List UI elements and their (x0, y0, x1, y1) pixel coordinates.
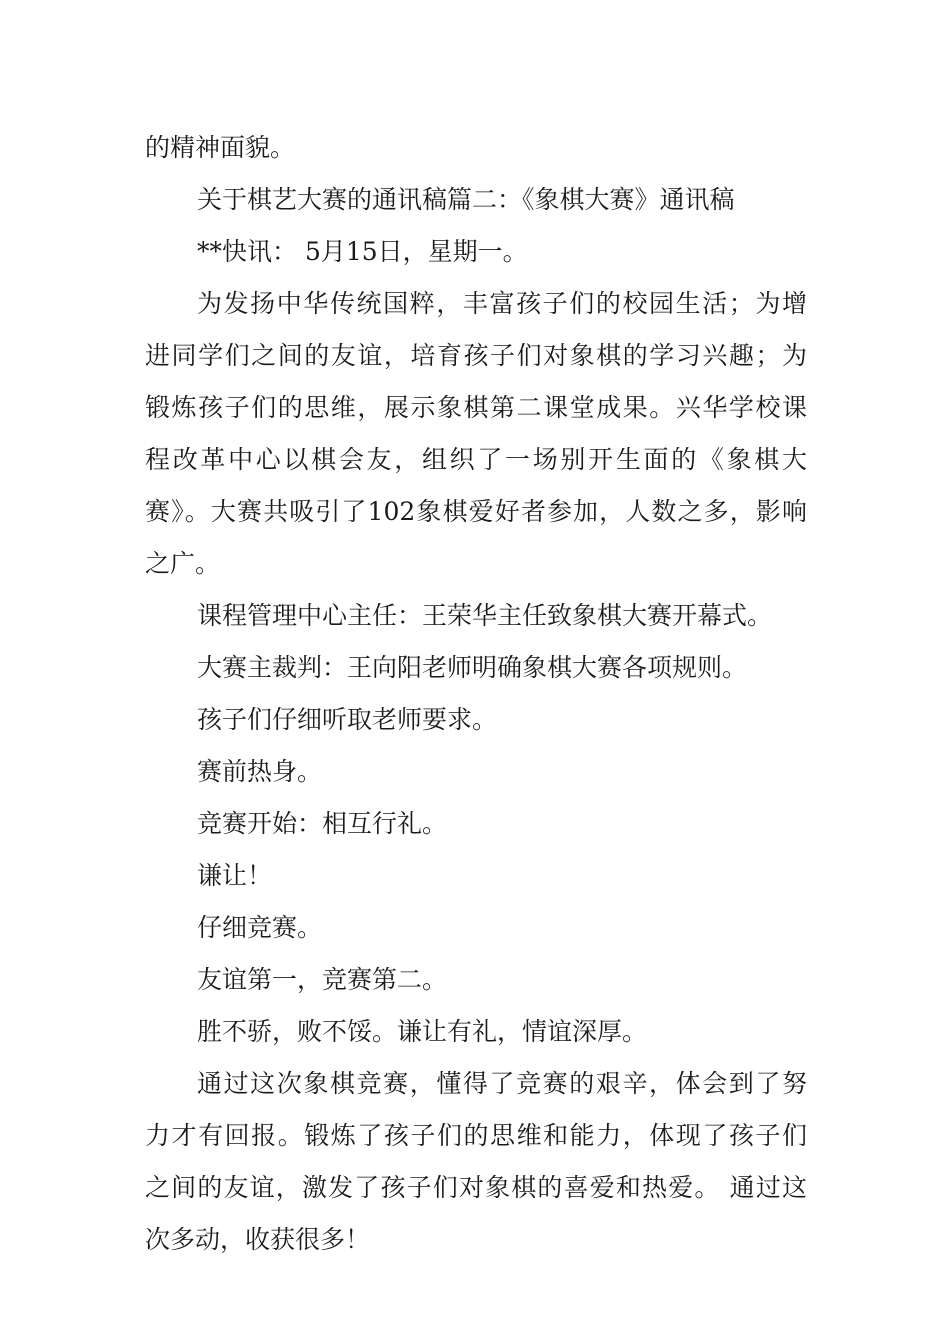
paragraph-sportsmanship (145, 1006, 807, 1058)
text-line: 锻炼孩子们的思维，展示象棋第二课堂成果。兴华学校课 (145, 393, 807, 422)
paragraph-conclusion (145, 1058, 807, 1266)
text-line: 为发扬中华传统国粹，丰富孩子们的校园生活；为增 (197, 289, 807, 318)
text-line: 孩子们仔细听取老师要求。 (197, 705, 498, 734)
paragraph-referee (145, 642, 807, 694)
text-line: 谦让！ (197, 861, 273, 890)
text-line: 进同学们之间的友谊，培育孩子们对象棋的学习兴趣；为 (145, 341, 807, 370)
text-line: 胜不骄，败不馁。谦让有礼，情谊深厚。 (197, 1017, 648, 1046)
dateline: **快讯： 5月15日，星期一。 (197, 237, 528, 266)
paragraph-listening (145, 694, 807, 746)
text-line: 力才有回报。锻炼了孩子们的思维和能力，体现了孩子们 (145, 1121, 807, 1150)
text-line: 赛前热身。 (197, 757, 323, 786)
paragraph-dateline (145, 226, 807, 278)
text-line: 程改革中心以棋会友，组织了一场别开生面的《象棋大 (145, 445, 807, 474)
text-line: 大赛主裁判：王向阳老师明确象棋大赛各项规则。 (197, 653, 748, 682)
text-line: 通过这次象棋竞赛，懂得了竞赛的艰辛，体会到了努 (197, 1069, 807, 1098)
text-line: 赛》。大赛共吸引了102象棋爱好者参加，人数之多，影响 (145, 497, 807, 526)
text-line: 课程管理中心主任：王荣华主任致象棋大赛开幕式。 (197, 601, 773, 630)
paragraph-warmup (145, 746, 807, 798)
text-line: 次多动，收获很多！ (145, 1225, 371, 1254)
paragraph-section-heading (145, 174, 807, 226)
paragraph-opening (145, 590, 807, 642)
text-line: 友谊第一，竞赛第二。 (197, 965, 448, 994)
paragraph-continuation (145, 122, 807, 174)
section-heading: 关于棋艺大赛的通讯稿篇二：《象棋大赛》通讯稿 (197, 185, 735, 214)
paragraph-friendship (145, 954, 807, 1006)
text-line: 仔细竞赛。 (197, 913, 323, 942)
paragraph-careful (145, 902, 807, 954)
paragraph-intro (145, 278, 807, 590)
document-page (145, 122, 807, 1266)
text-line: 之间的友谊，激发了孩子们对象棋的喜爱和热爱。 通过这 (145, 1173, 807, 1202)
paragraph-courtesy (145, 850, 807, 902)
paragraph-start (145, 798, 807, 850)
text-line: 竞赛开始：相互行礼。 (197, 809, 448, 838)
text-line: 的精神面貌。 (145, 133, 296, 162)
text-line: 之广。 (145, 549, 221, 578)
